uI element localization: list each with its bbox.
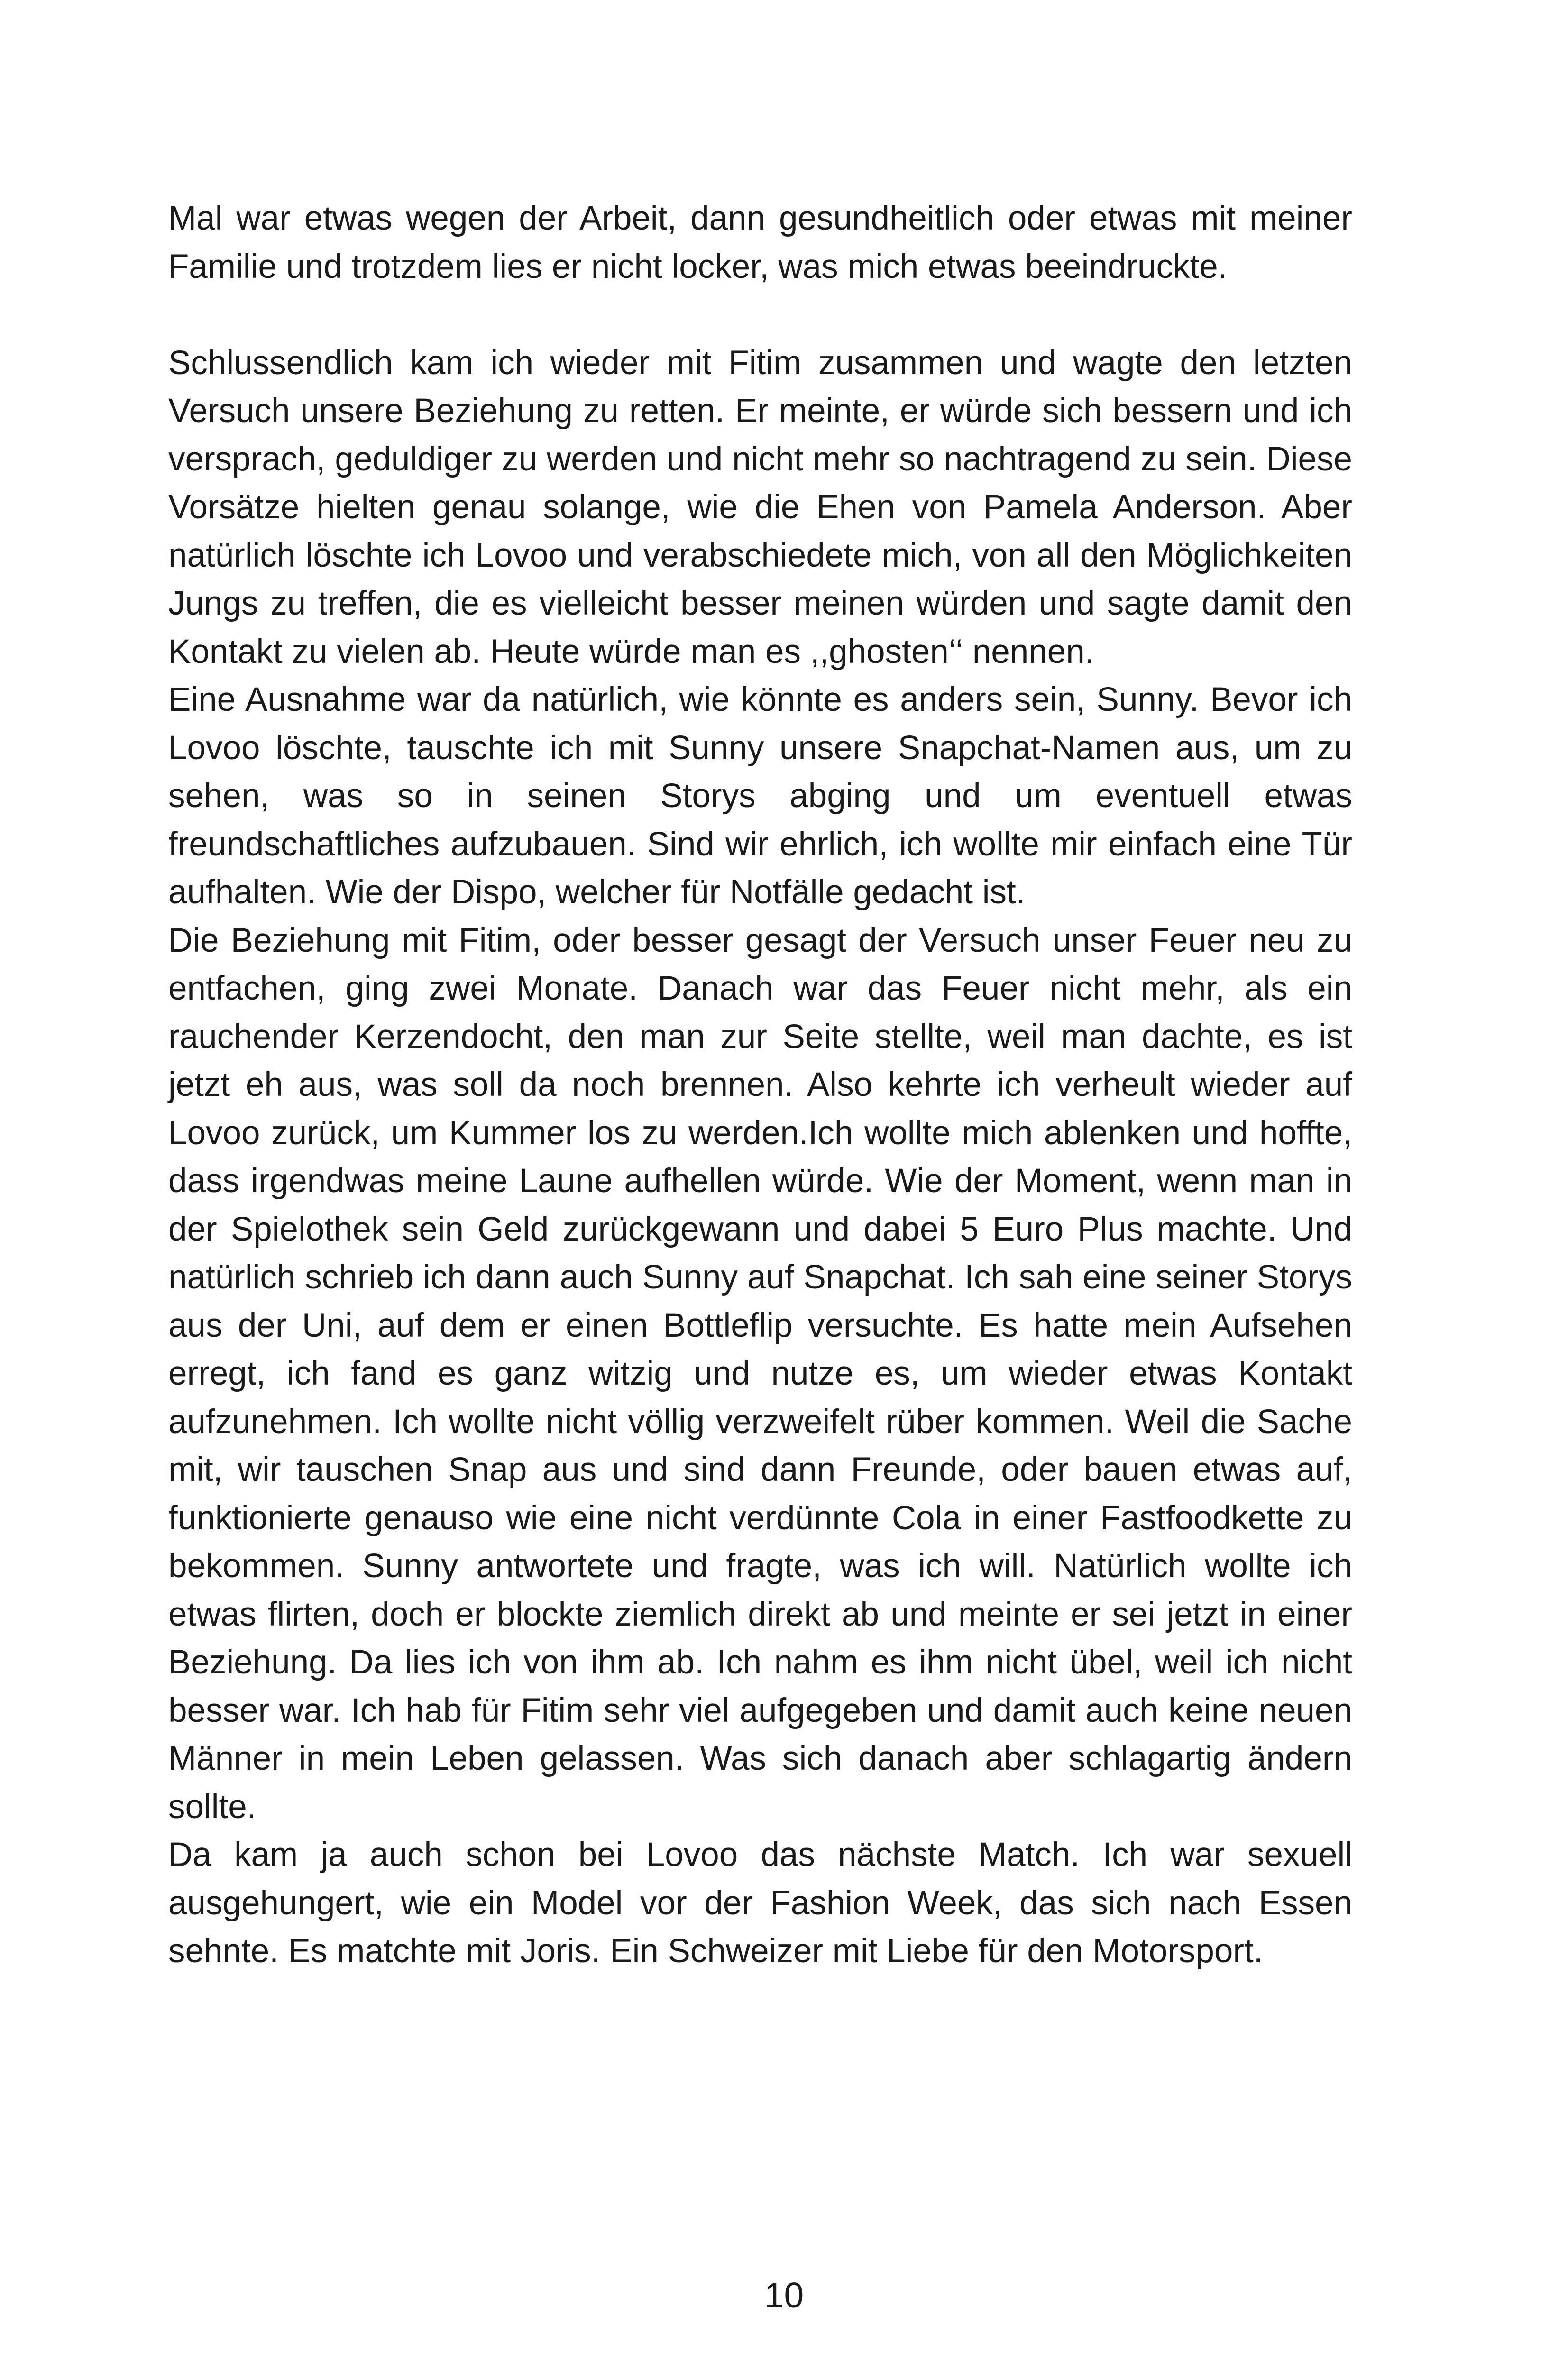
paragraph-3: Eine Ausnahme war da natürlich, wie könnte es anders sein, Sunny. Bevor ich Lovoo löschte, tauschte ich mit Sunny unsere Snapchat-Namen aus, um zu sehen, was so in seinen Storys abging und um eventuell etwas freundschaftliches aufzubauen. Sind wir ehrlich, ich wollte mir einfach eine Tür aufhalten. Wie der Dispo, welcher für Notfälle gedacht ist. xyxy=(168,681,1352,911)
paragraph-4: Die Beziehung mit Fitim, oder besser gesagt der Versuch unser Feuer neu zu entfachen, ging zwei Monate. Danach war das Feuer nicht mehr, als ein rauchender Kerzendocht, den man zur Seite stellte, weil man dachte, es ist jetzt eh aus, was soll da noch brennen. Also kehrte ich verheult wieder auf Lovoo zurück, um Kummer los zu werden.Ich wollte mich ablenken und hoffte, dass irgendwas meine Laune aufhellen würde. Wie der Moment, wenn man in der Spielothek sein Geld zurückgewann und dabei 5 Euro Plus machte. Und natürlich schrieb ich dann auch Sunny auf Snapchat. Ich sah eine seiner Storys aus der Uni, auf dem er einen Bottleflip versuchte. Es hatte mein Aufsehen erregt, ich fand es ganz witzig und nutze es, um wieder etwas Kontakt aufzunehmen. Ich wollte nicht völlig verzweifelt rüber kommen. Weil die Sache mit, wir tauschen Snap aus und sind dann Freunde, oder bauen etwas auf, funktionierte genauso wie eine nicht verdünnte Cola in einer Fastfoodkette zu bekommen. Sunny antwortete und fragte, was ich will. Natürlich wollte ich etwas flirten, doch er blockte ziemlich direkt ab und meinte er sei jetzt in einer Beziehung. Da lies ich von ihm ab. Ich nahm es ihm nicht übel, weil ich nicht besser war. Ich hab für Fitim sehr viel aufgegeben und damit auch keine neuen Männer in mein Leben gelassen. Was sich danach aber schlagartig ändern sollte. xyxy=(168,921,1352,1826)
page-number: 10 xyxy=(764,2275,804,2315)
page-body xyxy=(168,194,1352,1976)
paragraph-5: Da kam ja auch schon bei Lovoo das nächste Match. Ich war sexuell ausgehungert, wie ein Model vor der Fashion Week, das sich nach Essen sehnte. Es matchte mit Joris. Ein Schweizer mit Liebe für den Motorsport. xyxy=(168,1836,1352,1970)
paragraph-1: Mal war etwas wegen der Arbeit, dann gesundheitlich oder etwas mit meiner Familie und trotzdem lies er nicht locker, was mich etwas beeindruckte. xyxy=(168,200,1352,285)
paragraph-2: Schlussendlich kam ich wieder mit Fitim zusammen und wagte den letzten Versuch unsere Beziehung zu retten. Er meinte, er würde sich bessern und ich versprach, geduldiger zu werden und nicht mehr so nachtragend zu sein. Diese Vorsätze hielten genau solange, wie die Ehen von Pamela Anderson. Aber natürlich löschte ich Lovoo und verabschiedete mich, von all den Möglichkeiten Jungs zu treffen, die es vielleicht besser meinen würden und sagte damit den Kontakt zu vielen ab. Heute würde man es ,,ghosten‘‘ nennen. xyxy=(168,344,1352,671)
